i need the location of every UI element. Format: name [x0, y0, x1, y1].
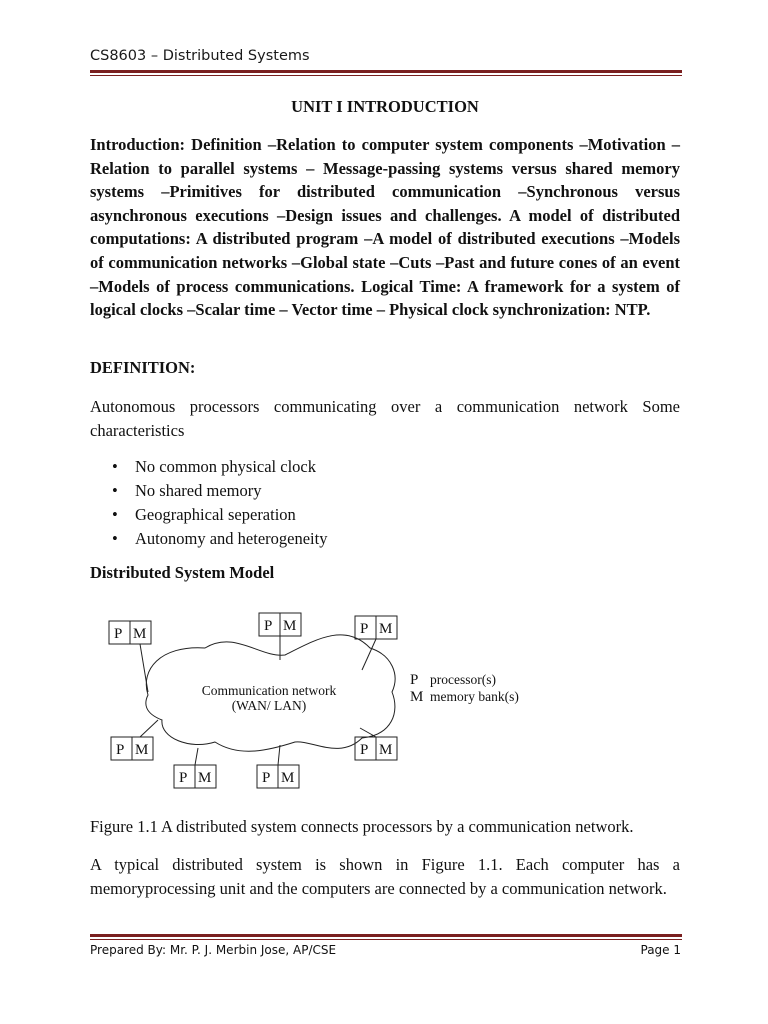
- legend-m-text: memory bank(s): [430, 689, 519, 704]
- list-item: • No common physical clock: [108, 455, 327, 479]
- node-m-label: M: [379, 621, 393, 637]
- node-p-label: P: [179, 770, 188, 786]
- network-label-line2: (WAN/ LAN): [231, 698, 307, 713]
- list-item: • Geographical seperation: [108, 503, 327, 527]
- node-p-label: P: [360, 621, 369, 637]
- header-rule-thick: [90, 70, 682, 73]
- figure-caption: Figure 1.1 A distributed system connects processors by a communication network.: [90, 817, 634, 836]
- node-m-label: M: [198, 770, 212, 786]
- running-header: CS8603 – Distributed Systems: [90, 48, 310, 64]
- definition-body: Autonomous processors communicating over a communication network Some characteristics: [90, 397, 680, 440]
- intro-paragraph: Introduction: Definition –Relation to computer system components –Motivation –Relation to parallel systems – Message-passing systems versus shared memory systems –Primitives for distributed communication –Synchronous versus asynchronous executions –Design issues and challenges. A model of distributed computations: A distributed program –A model of distributed executions –Models of communication networks –Global state –Cuts –Past and future cones of an event –Models of process communications. Logical Time: A framework for a system of logical clocks –Scalar time – Vector time – Physical clock synchronization: NTP.: [90, 135, 680, 320]
- node-m-label: M: [135, 742, 149, 758]
- page-number: Page 1: [640, 943, 681, 957]
- node-m-label: M: [283, 618, 297, 634]
- characteristics-list: [108, 455, 327, 551]
- header-rule-thin: [90, 75, 682, 76]
- node-p-label: P: [262, 770, 271, 786]
- distributed-system-diagram: [100, 600, 540, 800]
- footer-prepared-by: Prepared By: Mr. P. J. Merbin Jose, AP/CSE: [90, 943, 337, 957]
- unit-title: UNIT I INTRODUCTION: [291, 97, 479, 116]
- legend-p-key: P: [410, 672, 419, 688]
- network-label-line1: Communication network: [201, 683, 337, 698]
- node-m-label: M: [133, 626, 147, 642]
- node-m-label: M: [281, 770, 295, 786]
- list-item: • No shared memory: [108, 479, 327, 503]
- figure-paragraph: A typical distributed system is shown in Figure 1.1. Each computer has a memoryprocessing unit and the computers are connected by a communication network.: [90, 855, 680, 898]
- node-p-label: P: [264, 618, 273, 634]
- node-p-label: P: [360, 742, 369, 758]
- footer-rule-thin: [90, 939, 682, 940]
- node-m-label: M: [379, 742, 393, 758]
- list-item: • Autonomy and heterogeneity: [108, 527, 327, 551]
- legend-p-text: processor(s): [430, 672, 496, 687]
- diagram-legend: [410, 672, 519, 705]
- model-heading: Distributed System Model: [90, 563, 275, 582]
- node-p-label: P: [114, 626, 123, 642]
- footer-rule-thick: [90, 934, 682, 937]
- definition-heading: DEFINITION:: [90, 358, 196, 377]
- node-p-label: P: [116, 742, 125, 758]
- legend-m-key: M: [410, 689, 424, 705]
